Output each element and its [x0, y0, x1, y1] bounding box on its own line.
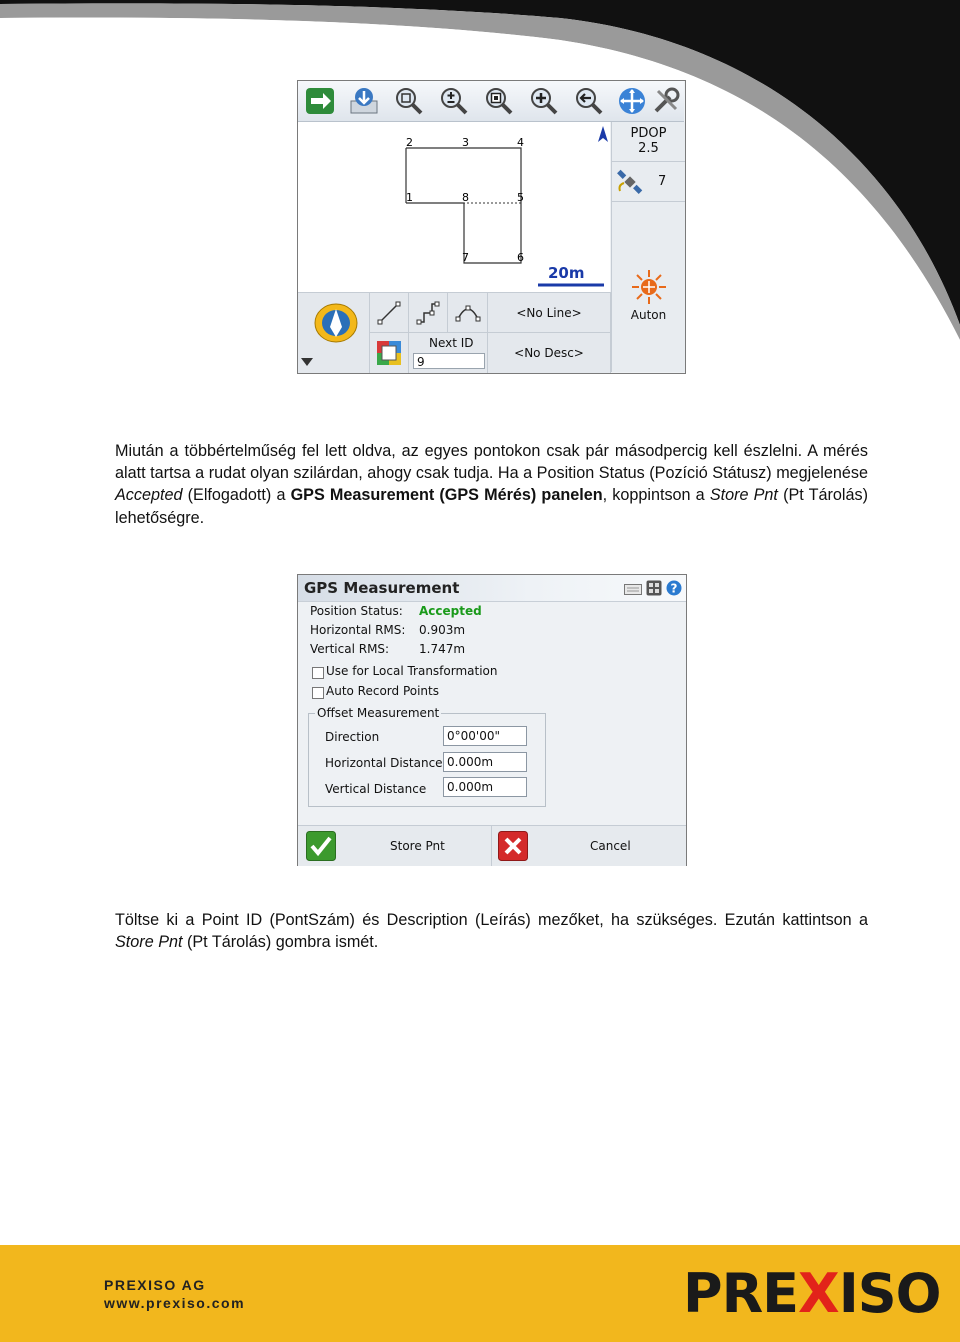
map-screenshot [297, 80, 686, 374]
logo-part-1: PRE [683, 1262, 799, 1325]
para1-text-2: (Elfogadott) a [182, 486, 291, 505]
para1-store: Store Pnt [709, 486, 778, 505]
measure-pole-icon [312, 301, 360, 345]
download-icon[interactable] [348, 85, 380, 117]
para1-bold: GPS Measurement (GPS Mérés) panelen [290, 486, 603, 505]
cancel-button[interactable] [492, 826, 686, 866]
horizontal-distance-input[interactable]: 0.000m [443, 752, 527, 772]
satellite-count-value: 7 [658, 174, 667, 189]
map-point-label: 6 [517, 251, 524, 264]
description-label: <No Desc> [514, 346, 584, 360]
map-point-label: 2 [406, 136, 413, 149]
pdop-value: 2.5 [638, 141, 659, 156]
vertical-rms-label: Vertical RMS: [310, 642, 390, 656]
next-arrow-icon[interactable] [304, 85, 336, 117]
polyline-tool-button[interactable] [409, 293, 448, 333]
next-id-field[interactable] [409, 333, 488, 373]
map-point-label: 8 [462, 191, 469, 204]
logo-part-x: X [798, 1262, 839, 1325]
pdop-label: PDOP [630, 126, 667, 141]
north-arrow-icon [598, 126, 608, 142]
vertical-distance-label: Vertical Distance [325, 782, 427, 796]
line-icon [377, 301, 401, 325]
horizontal-rms-label: Horizontal RMS: [310, 623, 406, 637]
calculator-icon[interactable] [646, 580, 662, 596]
page-footer [0, 1245, 960, 1342]
next-id-value[interactable]: 9 [413, 353, 485, 369]
zoom-in-icon[interactable] [528, 85, 560, 117]
tools-icon[interactable] [650, 85, 682, 117]
use-local-transformation-label: Use for Local Transformation [326, 664, 498, 678]
zoom-previous-icon[interactable] [573, 85, 605, 117]
zoom-in-out-icon[interactable] [438, 85, 470, 117]
next-id-label: Next ID [429, 336, 474, 350]
para1-accepted: Accepted [115, 486, 183, 505]
auto-record-points-checkbox[interactable] [312, 687, 324, 699]
horizontal-distance-label: Horizontal Distance [325, 756, 443, 770]
para2-store: Store Pnt [115, 933, 183, 952]
footer-website: www.prexiso.com [104, 1295, 246, 1311]
line-tool-button[interactable] [370, 293, 409, 333]
map-scale: 20m [548, 264, 585, 282]
offset-measurement-label: Offset Measurement [317, 706, 440, 720]
prexiso-logo [683, 1262, 941, 1325]
logo-part-2: ISO [838, 1262, 941, 1325]
instruction-paragraph-2 [115, 909, 868, 953]
para1-text-4: (Pt Tárolás) lehetőségre. [115, 486, 868, 527]
gps-measurement-dialog [297, 574, 687, 866]
line-select-label: <No Line> [516, 306, 582, 320]
cancel-x-icon [498, 831, 528, 861]
vertical-distance-input[interactable]: 0.000m [443, 777, 527, 797]
position-status-label: Position Status: [310, 604, 403, 618]
pdop-readout[interactable] [612, 122, 685, 162]
ok-check-icon [306, 831, 336, 861]
horizontal-rms-row [310, 623, 466, 637]
map-point-label: 5 [517, 191, 524, 204]
auto-record-points-label: Auto Record Points [326, 684, 439, 698]
map-canvas[interactable] [298, 122, 610, 292]
dialog-title: GPS Measurement [304, 579, 460, 597]
measure-button[interactable] [298, 293, 370, 373]
use-local-transformation-checkbox[interactable] [312, 667, 324, 679]
map-toolbar [298, 81, 684, 122]
vertical-rms-value: 1.747m [419, 642, 466, 656]
store-pnt-label: Store Pnt [390, 839, 445, 853]
polyline-icon [416, 301, 440, 325]
map-point-label: 4 [517, 136, 524, 149]
para2-text-1: Töltse ki a Point ID (PontSzám) és Description (Leírás) mezőket, ha szükséges. Ezután kattintson a [115, 911, 868, 929]
satellite-count[interactable] [612, 163, 685, 202]
horizontal-rms-value: 0.903m [419, 623, 466, 637]
direction-input[interactable]: 0°00'00" [443, 726, 527, 746]
status-panel [611, 122, 685, 372]
map-drawing [298, 122, 610, 292]
description-button[interactable] [488, 333, 611, 373]
help-icon[interactable] [666, 580, 682, 596]
svg-text:?: ? [670, 581, 678, 596]
map-point-label: 1 [406, 191, 413, 204]
para1-text-1: Miután a többértelműség fel lett oldva, az egyes pontokon csak pár másodpercig kell észlelni. A mérés alatt tartsa a rudat olyan szilárdan, ahogy csak tudja. Ha a Position Status (Pozíció Státusz) megjelenése [115, 442, 868, 483]
para2-text-2: (Pt Tárolás) gombra ismét. [182, 933, 379, 952]
cancel-label: Cancel [590, 839, 631, 853]
map-point-label: 7 [462, 251, 469, 264]
dialog-button-bar [298, 825, 686, 866]
keyboard-icon[interactable] [624, 581, 642, 595]
expand-down-icon[interactable] [300, 357, 314, 367]
arc-tool-button[interactable] [448, 293, 488, 333]
solution-status-label: Auton [630, 308, 667, 322]
position-status-value: Accepted [419, 604, 482, 618]
store-pnt-button[interactable] [298, 826, 492, 866]
arc-icon [455, 301, 481, 325]
offset-measurement-group [308, 706, 546, 807]
codes-button[interactable] [370, 333, 409, 373]
line-select-button[interactable] [488, 293, 611, 333]
vertical-rms-row [310, 642, 466, 656]
gps-sun-icon [630, 268, 668, 306]
dialog-title-bar [298, 575, 686, 602]
zoom-window-icon[interactable] [483, 85, 515, 117]
para1-text-3: , koppintson a [602, 486, 710, 505]
code-list-icon [376, 340, 402, 366]
footer-company: PREXISO AG [104, 1277, 206, 1293]
instruction-paragraph-1 [115, 440, 868, 529]
zoom-extents-icon[interactable] [393, 85, 425, 117]
satellite-icon [616, 169, 644, 195]
position-status-row [310, 604, 482, 618]
map-bottom-bar [298, 292, 611, 373]
pan-icon[interactable] [616, 85, 648, 117]
direction-label: Direction [325, 730, 380, 744]
map-point-label: 3 [462, 136, 469, 149]
